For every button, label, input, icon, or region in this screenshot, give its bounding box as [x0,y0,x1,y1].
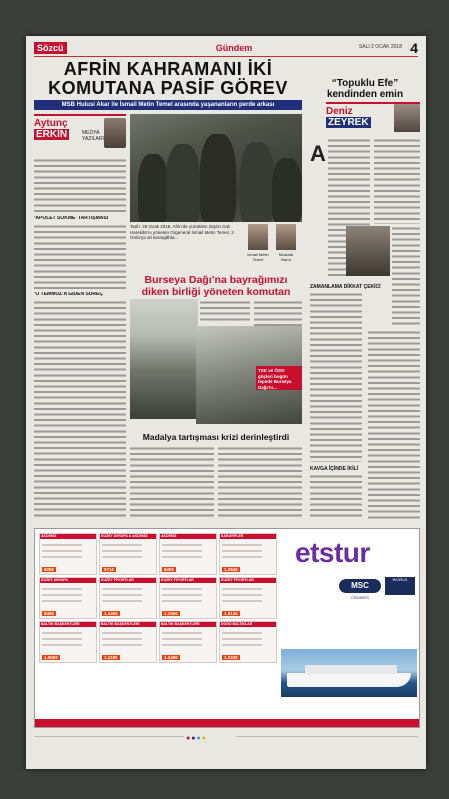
right-body-3 [392,226,420,326]
tile-text-line [102,644,142,646]
tile-text-line [222,588,262,590]
tile-text-line [102,638,142,640]
cruise-tile-price: 1.159€ [164,611,178,616]
cruise-tile-title: AKDENİZ [40,534,96,539]
cruise-tile-price: 1.149€ [104,611,118,616]
cruise-tile[interactable] [159,577,217,619]
cruise-tile-title: BALTIK BAŞKENTLERİ [160,622,216,627]
article-body-1 [34,158,126,214]
lower-body-1 [130,446,214,520]
tile-text-line [162,638,202,640]
cruise-tile-price: 1.119€ [104,655,118,660]
cruise-tile-price: 849€ [44,611,55,616]
masthead [34,42,418,57]
main-headline-line1: AFRİN KAHRAMANI İKİ [63,59,273,79]
inset-caption-left: İsmail Metin Temel [247,252,269,262]
cruise-tile-price: 640€ [164,567,175,572]
ship-hull [287,673,411,687]
tile-text-line [162,644,202,646]
issue-date: SALI 2 OCAK 2018 [358,44,402,50]
cruise-tile-title: KUZEY FİYORTLAR [220,578,276,583]
cruise-tile-price: 629€ [44,567,55,572]
right-body-4 [310,292,362,462]
tile-text-line [162,600,202,602]
right-columnist-last: ZEYREK [328,117,369,128]
tile-text-line [162,544,202,546]
cruise-tile-price: 1.249€ [164,655,178,660]
second-headline-line1: Burseya Dağı’na bayrağımızı [144,274,288,286]
msc-sub: CRUISES [351,595,369,600]
tile-text-line [42,638,82,640]
cruise-tile[interactable] [39,621,97,663]
world-badge-label: WORLD [392,577,408,582]
color-dots: ●●●● [186,735,207,742]
tile-text-line [222,638,262,640]
tile-text-line [102,550,142,552]
cruise-tile[interactable] [219,577,277,619]
second-headline [130,274,302,298]
newspaper-page [26,36,426,769]
tile-text-line [102,556,142,558]
tile-text-line [42,600,82,602]
red-callout: TSK ve ÖSO güçleri bugün tepede Burseya Dağı’nı... [256,366,302,390]
ship-decks [305,665,397,674]
tile-text-line [222,600,262,602]
right-columnist-first: Deniz [326,106,353,117]
tile-text-line [222,594,262,596]
cruise-tile[interactable] [99,621,157,663]
etstur-advertisement[interactable] [34,528,420,728]
page-number: 4 [410,40,418,56]
lower-body-2 [218,446,302,520]
msc-label: MSC [351,581,369,590]
columnist-role: MEDYA YAZILARI [82,130,104,142]
section-title: Gündem [215,43,253,53]
right-headline [310,78,420,100]
couple-photo [346,226,390,276]
cruise-tile-title: AKDENİZ [160,534,216,539]
etstur-logo: etstur [295,537,370,568]
tile-text-line [102,544,142,546]
lower-headline: Madalya tartışması krizi derinleştirdi [142,432,290,442]
cruise-tile-price: 1.033€ [224,655,238,660]
drop-cap: A [310,141,326,166]
tile-text-line [42,594,82,596]
main-headline-line2: KOMUTANA PASİF GÖREV [48,78,288,98]
inset-caption-right: Mustafa Barut [278,252,294,262]
right-subhead-2: KAVGA İÇİNDE İKİLİ [310,466,359,472]
columnist-last-name: ERKİN [36,129,68,140]
right-headline-line2: kendinden emin [326,89,404,100]
tile-text-line [162,556,202,558]
tile-text-line [102,632,142,634]
tile-text-line [222,544,262,546]
right-body-5 [310,474,362,520]
article-subhead-2: ‘O TEMMUZ’A GİDEN SÜREÇ [34,292,103,297]
columnist-box [34,114,126,156]
tile-text-line [42,632,82,634]
second-headline-line2: diken birliği yöneten komutan [141,286,291,298]
cruise-tile-title: KUZEY AVRUPA [40,578,96,583]
cruise-tile-price: 1.050€ [44,655,58,660]
cruise-tile[interactable] [99,577,157,619]
tile-text-line [162,594,202,596]
right-body-2 [374,138,420,224]
article-body-2 [34,224,126,290]
tile-text-line [42,556,82,558]
right-headline-line1: “Topuklu Efe” [331,78,399,89]
tile-text-line [102,600,142,602]
cruise-ship-image [281,649,417,697]
cruise-tile-title: KUZEY AVRUPA & AKDENİZ [100,534,156,539]
ad-footer-bar [35,719,419,727]
main-subheadline: MSB Hulusi Akar ile İsmail Metin Temel arasında yaşananların perde arkası [34,100,302,110]
right-subhead-1: ZAMANLAMA DİKKAT ÇEKİCİ [310,284,381,290]
cruise-tile-title: KARAYİPLER [220,534,276,539]
footer-rule-right [236,736,418,737]
soldiers-photo [130,114,302,222]
tile-text-line [162,632,202,634]
cruise-tile[interactable] [159,621,217,663]
tile-text-line [222,632,262,634]
photo-caption: Tarih: 28 Ocak 2018. Afrin’de yürütülen Zeytin Dalı Harekâtı’nı yöneten Orgeneral İsmail Metin Temel, 2. Ordu’ya ait karargâhta... [130,224,235,240]
cruise-tile-price: 1.284€ [224,567,238,572]
cruise-tile[interactable] [99,533,157,575]
tile-text-line [42,550,82,552]
main-headline [34,60,302,98]
inset-photo-right [276,224,296,250]
cruise-tile-title: DOĞU BALTIKLAR [220,622,276,627]
cruise-tile-title: KUZEY FİYORTLAR [100,578,156,583]
newspaper-logo: Sözcü [34,42,67,54]
tile-text-line [222,550,262,552]
right-columnist-box [326,102,420,132]
cruise-tile[interactable] [219,533,277,575]
second-body-1 [200,300,250,324]
mountain-flag-photo [130,299,198,419]
tile-text-line [162,588,202,590]
right-columnist-photo [394,104,420,132]
tile-text-line [42,644,82,646]
msc-logo [339,579,381,593]
tile-text-line [222,556,262,558]
world-badge [385,577,415,595]
tile-text-line [222,644,262,646]
cruise-tile-title: BALTIK BAŞKENTLERİ [100,622,156,627]
cruise-tile[interactable] [39,533,97,575]
tile-text-line [42,588,82,590]
inset-photo-left [248,224,268,250]
cruise-tile[interactable] [219,621,277,663]
tile-text-line [102,588,142,590]
cruise-tile-price: 971€ [104,567,115,572]
cruise-tile-title: BALTIK BAŞKENTLERİ [40,622,96,627]
article-body-3 [34,300,126,518]
footer-rule-left [34,736,184,737]
right-body-6 [368,330,420,520]
columnist-first-name: Aytunç [34,118,68,129]
cruise-tile[interactable] [39,577,97,619]
cruise-tile-price: 1.513€ [224,611,238,616]
tile-text-line [162,550,202,552]
tile-text-line [42,544,82,546]
article-subhead-1: ‘APOLET SÖKME’ TARTIŞMASI [34,216,109,221]
cruise-tile[interactable] [159,533,217,575]
tile-text-line [102,594,142,596]
columnist-photo [104,118,126,148]
cruise-tile-title: KUZEY FİYORTLAR [160,578,216,583]
